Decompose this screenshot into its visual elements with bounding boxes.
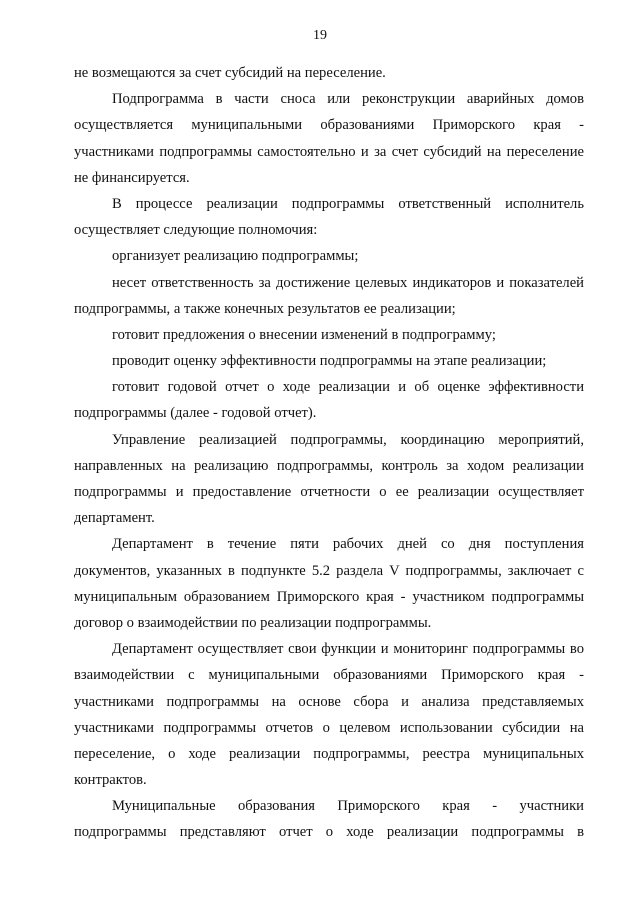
body-text (74, 60, 584, 846)
text-line: организует реализацию подпрограммы; (112, 248, 359, 265)
text-line: подпрограммы (далее - годовой отчет). (74, 405, 317, 422)
text-line: взаимодействии с муниципальными образованиями Приморского края - (74, 667, 584, 684)
text-line: контрактов. (74, 772, 147, 789)
text-line: департамент. (74, 510, 155, 527)
text-line: договор о взаимодействии по реализации подпрограммы. (74, 614, 432, 631)
text-line: Управление реализацией подпрограммы, координацию мероприятий, (112, 431, 584, 448)
text-line: осуществляется муниципальными образованиями Приморского края - (74, 117, 584, 134)
text-line: несет ответственность за достижение целевых индикаторов и показателей (112, 274, 584, 291)
text-line: Департамент в течение пяти рабочих дней со дня поступления (112, 536, 584, 553)
text-line: не финансируется. (74, 169, 190, 186)
text-line: проводит оценку эффективности подпрограммы на этапе реализации; (112, 353, 547, 370)
text-line: участниками подпрограммы самостоятельно и за счет субсидий на переселение (74, 143, 584, 160)
text-line: переселение, о ходе реализации подпрограммы, реестра муниципальных (74, 745, 584, 762)
text-line: муниципальным образованием Приморского края - участником подпрограммы (74, 588, 584, 605)
text-line: документов, указанных в подпункте 5.2 раздела V подпрограммы, заключает с (74, 562, 584, 579)
text-line: осуществляет следующие полномочия: (74, 222, 318, 239)
text-line: Департамент осуществляет свои функции и мониторинг подпрограммы во (112, 641, 584, 658)
text-line: Муниципальные образования Приморского края - участники (112, 798, 584, 815)
text-line: подпрограммы, а также конечных результатов ее реализации; (74, 300, 456, 317)
text-line: готовит предложения о внесении изменений в подпрограмму; (112, 326, 496, 343)
text-line: направленных на реализацию подпрограммы, контроль за ходом реализации (74, 457, 584, 474)
text-line: участниками подпрограммы на основе сбора и анализа представляемых (74, 693, 584, 710)
text-line: подпрограммы представляют отчет о ходе реализации подпрограммы в (74, 824, 584, 841)
page-number: 19 (313, 28, 327, 43)
text-line: не возмещаются за счет субсидий на переселение. (74, 65, 386, 81)
text-line: Подпрограмма в части сноса или реконструкции аварийных домов (112, 91, 584, 108)
text-line: подпрограммы и предоставление отчетности о ее реализации осуществляет (74, 484, 584, 500)
text-line: участниками подпрограммы отчетов о целевом использовании субсидии на (74, 719, 584, 736)
text-line: В процессе реализации подпрограммы ответственный исполнитель (112, 195, 584, 212)
text-line: готовит годовой отчет о ходе реализации и об оценке эффективности (112, 379, 584, 396)
